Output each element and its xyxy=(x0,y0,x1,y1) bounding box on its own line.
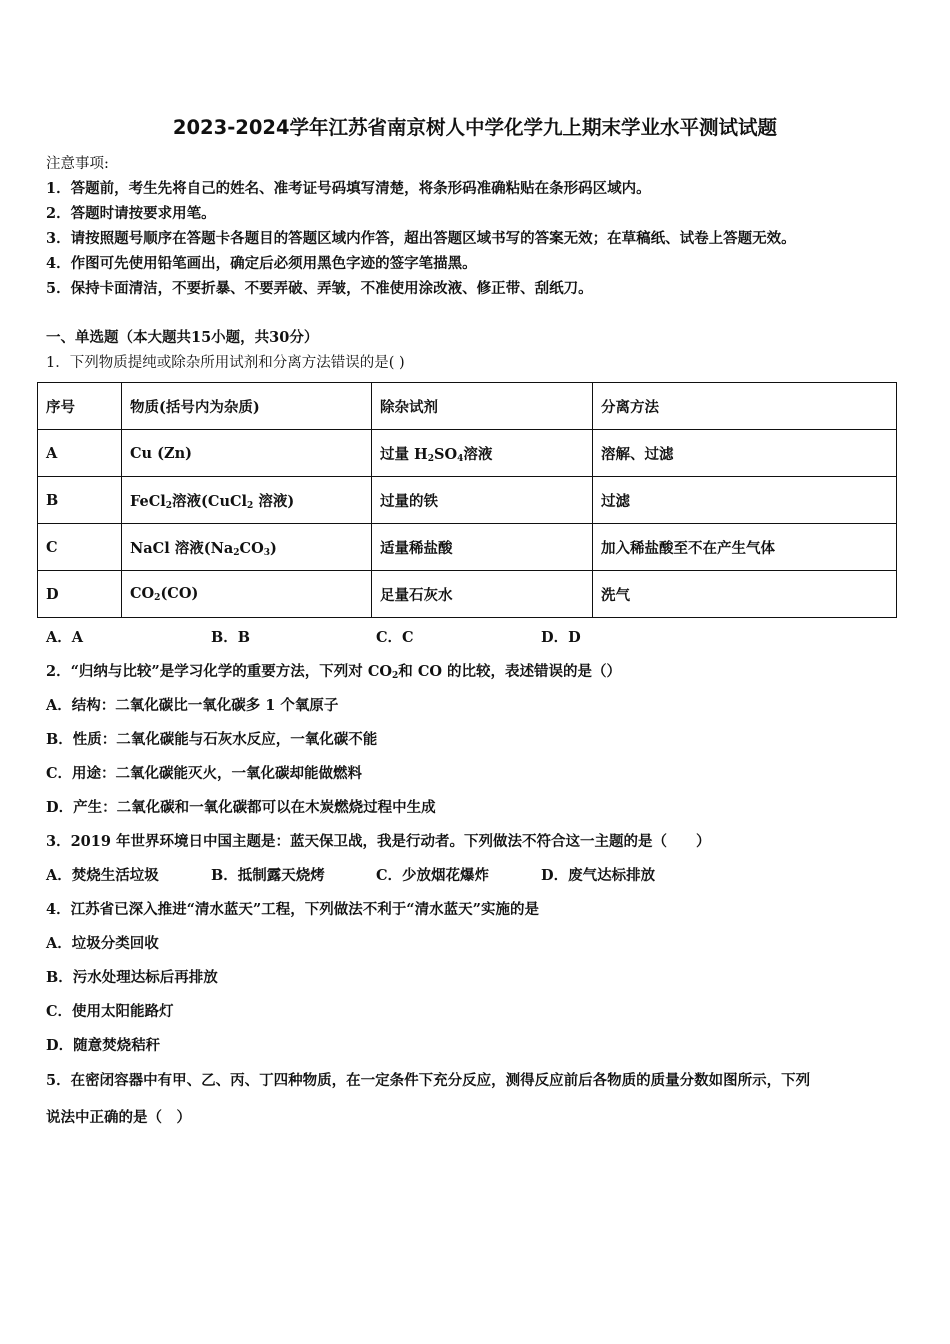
table-cell xyxy=(122,524,372,571)
q2-option-a: A．结构：二氧化碳比一氧化碳多 1 个氧原子 xyxy=(46,697,339,714)
table-cell: Cu (Zn) xyxy=(122,430,372,477)
notice-heading: 注意事项: xyxy=(46,156,109,172)
table-cell: 过滤 xyxy=(593,477,897,524)
q3-option-c: C．少放烟花爆炸 xyxy=(376,867,490,884)
text-part: NaCl 溶液(Na xyxy=(130,539,234,557)
table-cell xyxy=(122,477,372,524)
question-3-stem: 3．2019 年世界环境日中国主题是：蓝天保卫战，我是行动者。下列做法不符合这一主题的是（ ） xyxy=(46,833,711,850)
q1-option-d: D．D xyxy=(541,629,581,646)
question-4-stem: 4．江苏省已深入推进“清水蓝天”工程，下列做法不利于“清水蓝天”实施的是 xyxy=(46,901,539,918)
text-part: CO xyxy=(130,585,155,602)
subscript: 3 xyxy=(263,547,270,558)
table-header-cell: 序号 xyxy=(38,383,122,430)
subscript: 2 xyxy=(233,547,240,558)
q1-option-a: A．A xyxy=(46,629,84,646)
question-1-stem: 1．下列物质提纯或除杂所用试剂和分离方法错误的是( ) xyxy=(46,355,405,371)
table-header-cell: 物质(括号内为杂质) xyxy=(122,383,372,430)
text-part: CO xyxy=(239,539,264,557)
question-5-stem-line2: 说法中正确的是（ ） xyxy=(46,1109,191,1126)
q3-option-a: A．焚烧生活垃圾 xyxy=(46,867,159,884)
table-cell: A xyxy=(38,430,122,477)
question-2-stem xyxy=(46,660,621,681)
subscript: 2 xyxy=(392,671,399,681)
text-part: FeCl xyxy=(130,492,166,510)
text-part: 过量 H xyxy=(380,445,428,463)
text-part: SO xyxy=(434,445,458,463)
table-cell xyxy=(122,571,372,618)
text-part: 和 CO 的比较，表述错误的是（） xyxy=(398,663,622,680)
table-header-cell: 分离方法 xyxy=(593,383,897,430)
q3-option-d: D．废气达标排放 xyxy=(541,867,656,884)
subscript: 2 xyxy=(154,593,161,603)
q4-option-c: C．使用太阳能路灯 xyxy=(46,1003,174,1020)
table-cell: 足量石灰水 xyxy=(372,571,593,618)
text-part: 溶液) xyxy=(253,492,295,510)
notice-item: 1．答题前，考生先将自己的姓名、准考证号码填写清楚，将条形码准确粘贴在条形码区域内。 xyxy=(46,180,651,197)
table-row xyxy=(38,524,897,571)
table-cell: 洗气 xyxy=(593,571,897,618)
table-cell: 溶解、过滤 xyxy=(593,430,897,477)
question-5-stem-line1: 5．在密闭容器中有甲、乙、丙、丁四种物质，在一定条件下充分反应，测得反应前后各物质的质量分数如图所示，下列 xyxy=(46,1072,811,1089)
page-title: 2023-2024学年江苏省南京树人中学化学九上期末学业水平测试试题 xyxy=(172,116,778,139)
text-part: 溶液 xyxy=(463,445,493,463)
table-cell: B xyxy=(38,477,122,524)
notice-item: 4．作图可先使用铅笔画出，确定后必须用黑色字迹的签字笔描黑。 xyxy=(46,255,477,272)
table-cell: D xyxy=(38,571,122,618)
table-row xyxy=(38,571,897,618)
subscript: 2 xyxy=(247,500,254,511)
notice-item: 3．请按照题号顺序在答题卡各题目的答题区域内作答，超出答题区域书写的答案无效；在草稿纸、试卷上答题无效。 xyxy=(46,230,796,247)
table-cell: 加入稀盐酸至不在产生气体 xyxy=(593,524,897,571)
table-header-cell: 除杂试剂 xyxy=(372,383,593,430)
q1-option-c: C．C xyxy=(376,629,414,646)
table-row xyxy=(38,430,897,477)
q4-option-d: D．随意焚烧秸秆 xyxy=(46,1037,161,1054)
text-part: ) xyxy=(269,539,277,557)
section-title: 一、单选题（本大题共15小题，共30分） xyxy=(46,329,319,346)
subscript: 2 xyxy=(165,500,173,511)
notice-item: 2．答题时请按要求用笔。 xyxy=(46,205,216,222)
q2-option-b: B．性质：二氧化碳能与石灰水反应，一氧化碳不能 xyxy=(46,731,378,748)
table-cell: 过量的铁 xyxy=(372,477,593,524)
text-part: (CO) xyxy=(160,585,199,602)
table-header-row xyxy=(38,383,897,430)
subscript: 2 xyxy=(427,453,435,464)
subscript: 4 xyxy=(457,453,464,464)
q3-option-b: B．抵制露天烧烤 xyxy=(211,867,325,884)
text-part: 溶液(CuCl xyxy=(172,492,248,510)
table-cell: C xyxy=(38,524,122,571)
table-cell: 适量稀盐酸 xyxy=(372,524,593,571)
text-part: 2．“归纳与比较”是学习化学的重要方法，下列对 CO xyxy=(46,663,392,680)
q4-option-b: B．污水处理达标后再排放 xyxy=(46,969,218,986)
q2-option-c: C．用途：二氧化碳能灭火，一氧化碳却能做燃料 xyxy=(46,765,363,782)
table-cell xyxy=(372,430,593,477)
q4-option-a: A．垃圾分类回收 xyxy=(46,935,159,952)
notice-item: 5．保持卡面清洁，不要折暴、不要弄破、弄皱，不准使用涂改液、修正带、刮纸刀。 xyxy=(46,280,593,297)
table-row xyxy=(38,477,897,524)
q2-option-d: D．产生：二氧化碳和一氧化碳都可以在木炭燃烧过程中生成 xyxy=(46,799,436,816)
question-1-table xyxy=(37,382,897,618)
q1-option-b: B．B xyxy=(211,629,251,646)
